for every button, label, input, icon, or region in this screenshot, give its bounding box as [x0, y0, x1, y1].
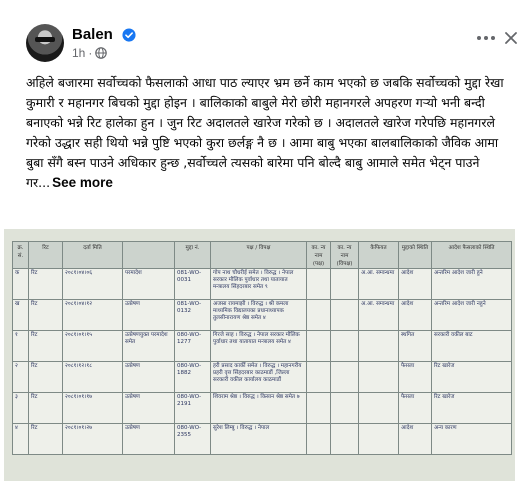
table-cell-sn: ३	[13, 393, 29, 424]
table-cell-court: उत्प्रेषण	[123, 362, 175, 393]
post-body	[26, 73, 506, 193]
table-cell-sn: ४	[13, 424, 29, 455]
verified-badge-icon	[122, 28, 136, 42]
table-cell-date: २०८१।०४।०६	[63, 269, 123, 300]
table-cell-c2	[331, 362, 359, 393]
table-cell-type: रिट	[29, 393, 63, 424]
table-cell-case: 081-WO-0132	[175, 300, 211, 331]
table-header-cell: दर्ता मिति	[63, 242, 123, 269]
table-cell-order: अन्य कारण	[432, 424, 512, 455]
table-cell-parties: सुरेश लिम्बु । विरुद्ध । नेपाल	[211, 424, 307, 455]
table-header-cell: क्र. सं.	[13, 242, 29, 269]
table-row	[13, 362, 512, 393]
table-cell-parties: गोप नाथ चौधरीई समेत । विरुद्ध । नेपाल सरकार मौलिक पुर्वाधार तथा यातायात मन्त्रालय सिंहदरबार समेत ९	[211, 269, 307, 300]
table-cell-status: स्थगित	[399, 331, 432, 362]
more-options-icon[interactable]	[476, 34, 496, 42]
table-cell-c2	[331, 331, 359, 362]
table-cell-date: २०८१।१२।१८	[63, 362, 123, 393]
table-cell-court: उत्प्रेषण	[123, 424, 175, 455]
table-cell-type: रिट	[29, 269, 63, 300]
table-row	[13, 300, 512, 331]
post-header	[26, 18, 506, 66]
table-cell-type: रिट	[29, 300, 63, 331]
table-cell-sn: २	[13, 362, 29, 393]
table-header-cell: कैफियत	[359, 242, 399, 269]
table-cell-c1	[307, 393, 331, 424]
table-cell-parties: गिरजे साह । विरुद्ध । नेपाल सरकार मौलिक पुर्वाधार तथा यातायात मन्त्रालय समेत ४	[211, 331, 307, 362]
table-cell-parties: शिवराम श्रेष्ठ । विरुद्ध । किसान श्रेष्ठ समेत ७	[211, 393, 307, 424]
table-cell-type: रिट	[29, 424, 63, 455]
post-meta	[72, 46, 107, 60]
table-cell-order: रिट खारेज	[432, 393, 512, 424]
table-cell-remark	[359, 393, 399, 424]
table-row	[13, 424, 512, 455]
table-row	[13, 393, 512, 424]
table-cell-order: सरकारी वकील बाट	[432, 331, 512, 362]
table-header-cell: आदेश फैसलाको स्थिति	[432, 242, 512, 269]
table-cell-c1	[307, 362, 331, 393]
table-cell-parties: अजस्रा रायमाझी । विरुद्ध । श्री कमला माध्यमिक विद्यालयका प्रधानाध्यापक तुलसीनारायण श्रेष्ठ समेत ४	[211, 300, 307, 331]
table-cell-remark	[359, 331, 399, 362]
table-cell-order: अन्तरिम आदेश जारी नहुने	[432, 300, 512, 331]
table-cell-c1	[307, 331, 331, 362]
table-cell-remark: अ.आ. सम्वन्धमा	[359, 269, 399, 300]
table-cell-court: उत्प्रेषण	[123, 300, 175, 331]
table-cell-c2	[331, 300, 359, 331]
table-cell-status: फैसला	[399, 362, 432, 393]
table-header-cell: का. न्य नाम (विपक्ष)	[331, 242, 359, 269]
table-cell-type: रिट	[29, 331, 63, 362]
table-cell-status: आदेश	[399, 269, 432, 300]
table-cell-c2	[331, 393, 359, 424]
court-register-table	[12, 241, 512, 455]
table-cell-sn: १	[13, 331, 29, 362]
table-cell-date: २०८१।०१।१५	[63, 331, 123, 362]
table-header-cell: का. न्य नाम (पक्ष)	[307, 242, 331, 269]
table-cell-date: २०८१।०४।१२	[63, 300, 123, 331]
table-cell-case: 080-WO-2191	[175, 393, 211, 424]
table-cell-remark: अ.आ. सम्वन्धमा	[359, 300, 399, 331]
author-name[interactable]: Balen	[72, 26, 113, 43]
post-text: अहिले बजारमा सर्वोच्चको फैसलाको आधा पाठ ल्याएर भ्रम छर्ने काम भएको छ जबकि सर्वोच्चको मुद्दा रेखा कुमारी र महानगर बिचको मुद्दा होइन । बालिकाको बाबुले मेरो छोरी महानगरले अपहरण गर्‍यो भनी बन्दी बनाएको भन्ने रिट हालेका हुन । जुन रिट अदालतले खारेज गरेको छ । अदालतले खारेज गरेपछि महानगरले गरेको उद्धार सही थियो भन्ने पुष्टि भएको कुरा छर्लङ्ग नै छ । आमा बाबु भएका बालबालिकाको जैविक आमा बुबा सँगै बस्न पाउने अधिकार हुन्छ ,सर्वोच्चले त्यसको बारेमा पनि बोल्दै बाबु आमाले समेत भेट्न पाउने गर...	[26, 75, 504, 190]
post-image[interactable]	[4, 229, 515, 481]
post-time[interactable]: 1h	[72, 46, 86, 60]
table-header-cell: मुद्दा नं.	[175, 242, 211, 269]
table-cell-c1	[307, 269, 331, 300]
table-cell-case: 080-WO-1277	[175, 331, 211, 362]
table-cell-date: २०८१।०१।२७	[63, 424, 123, 455]
table-header-cell: मुद्दाको स्थिति	[399, 242, 432, 269]
table-cell-c2	[331, 424, 359, 455]
table-header-cell: पक्ष / विपक्ष	[211, 242, 307, 269]
table-cell-c1	[307, 424, 331, 455]
meta-separator: ·	[88, 46, 93, 60]
table-cell-parties: हरी प्रसाद कार्की समेत । विरुद्ध । महानगरीय प्रहरी वृत्त सिंहदरबार काठमाडौं ,जिल्ला सरकारी वकील कार्यालय काठमाडौं	[211, 362, 307, 393]
table-cell-c2	[331, 269, 359, 300]
table-cell-c1	[307, 300, 331, 331]
table-cell-order: अन्तरिम आदेश जारी हुने	[432, 269, 512, 300]
table-cell-order: रिट खारेज	[432, 362, 512, 393]
globe-icon	[95, 47, 107, 59]
table-cell-sn: ख	[13, 300, 29, 331]
table-cell-case: 080-WO-2355	[175, 424, 211, 455]
table-cell-sn: क	[13, 269, 29, 300]
table-header-cell	[123, 242, 175, 269]
table-cell-case: 081-WO-0031	[175, 269, 211, 300]
table-cell-status: फैसला	[399, 393, 432, 424]
table-cell-type: रिट	[29, 362, 63, 393]
table-cell-court: उत्प्रेषणयुक्त परमादेश समेत	[123, 331, 175, 362]
see-more-link[interactable]: See more	[52, 175, 113, 190]
table-row	[13, 331, 512, 362]
table-cell-court: परमादेश	[123, 269, 175, 300]
table-cell-remark	[359, 424, 399, 455]
table-cell-date: २०८१।०१।१७	[63, 393, 123, 424]
document-table-wrap	[12, 241, 511, 455]
table-cell-case: 080-WO-1882	[175, 362, 211, 393]
table-row	[13, 269, 512, 300]
table-cell-status: आदेश	[399, 424, 432, 455]
table-cell-court: उत्प्रेषण	[123, 393, 175, 424]
table-header-cell: रिट	[29, 242, 63, 269]
table-cell-status: आदेश	[399, 300, 432, 331]
avatar[interactable]	[26, 24, 64, 62]
table-cell-remark	[359, 362, 399, 393]
close-icon[interactable]	[504, 31, 518, 45]
